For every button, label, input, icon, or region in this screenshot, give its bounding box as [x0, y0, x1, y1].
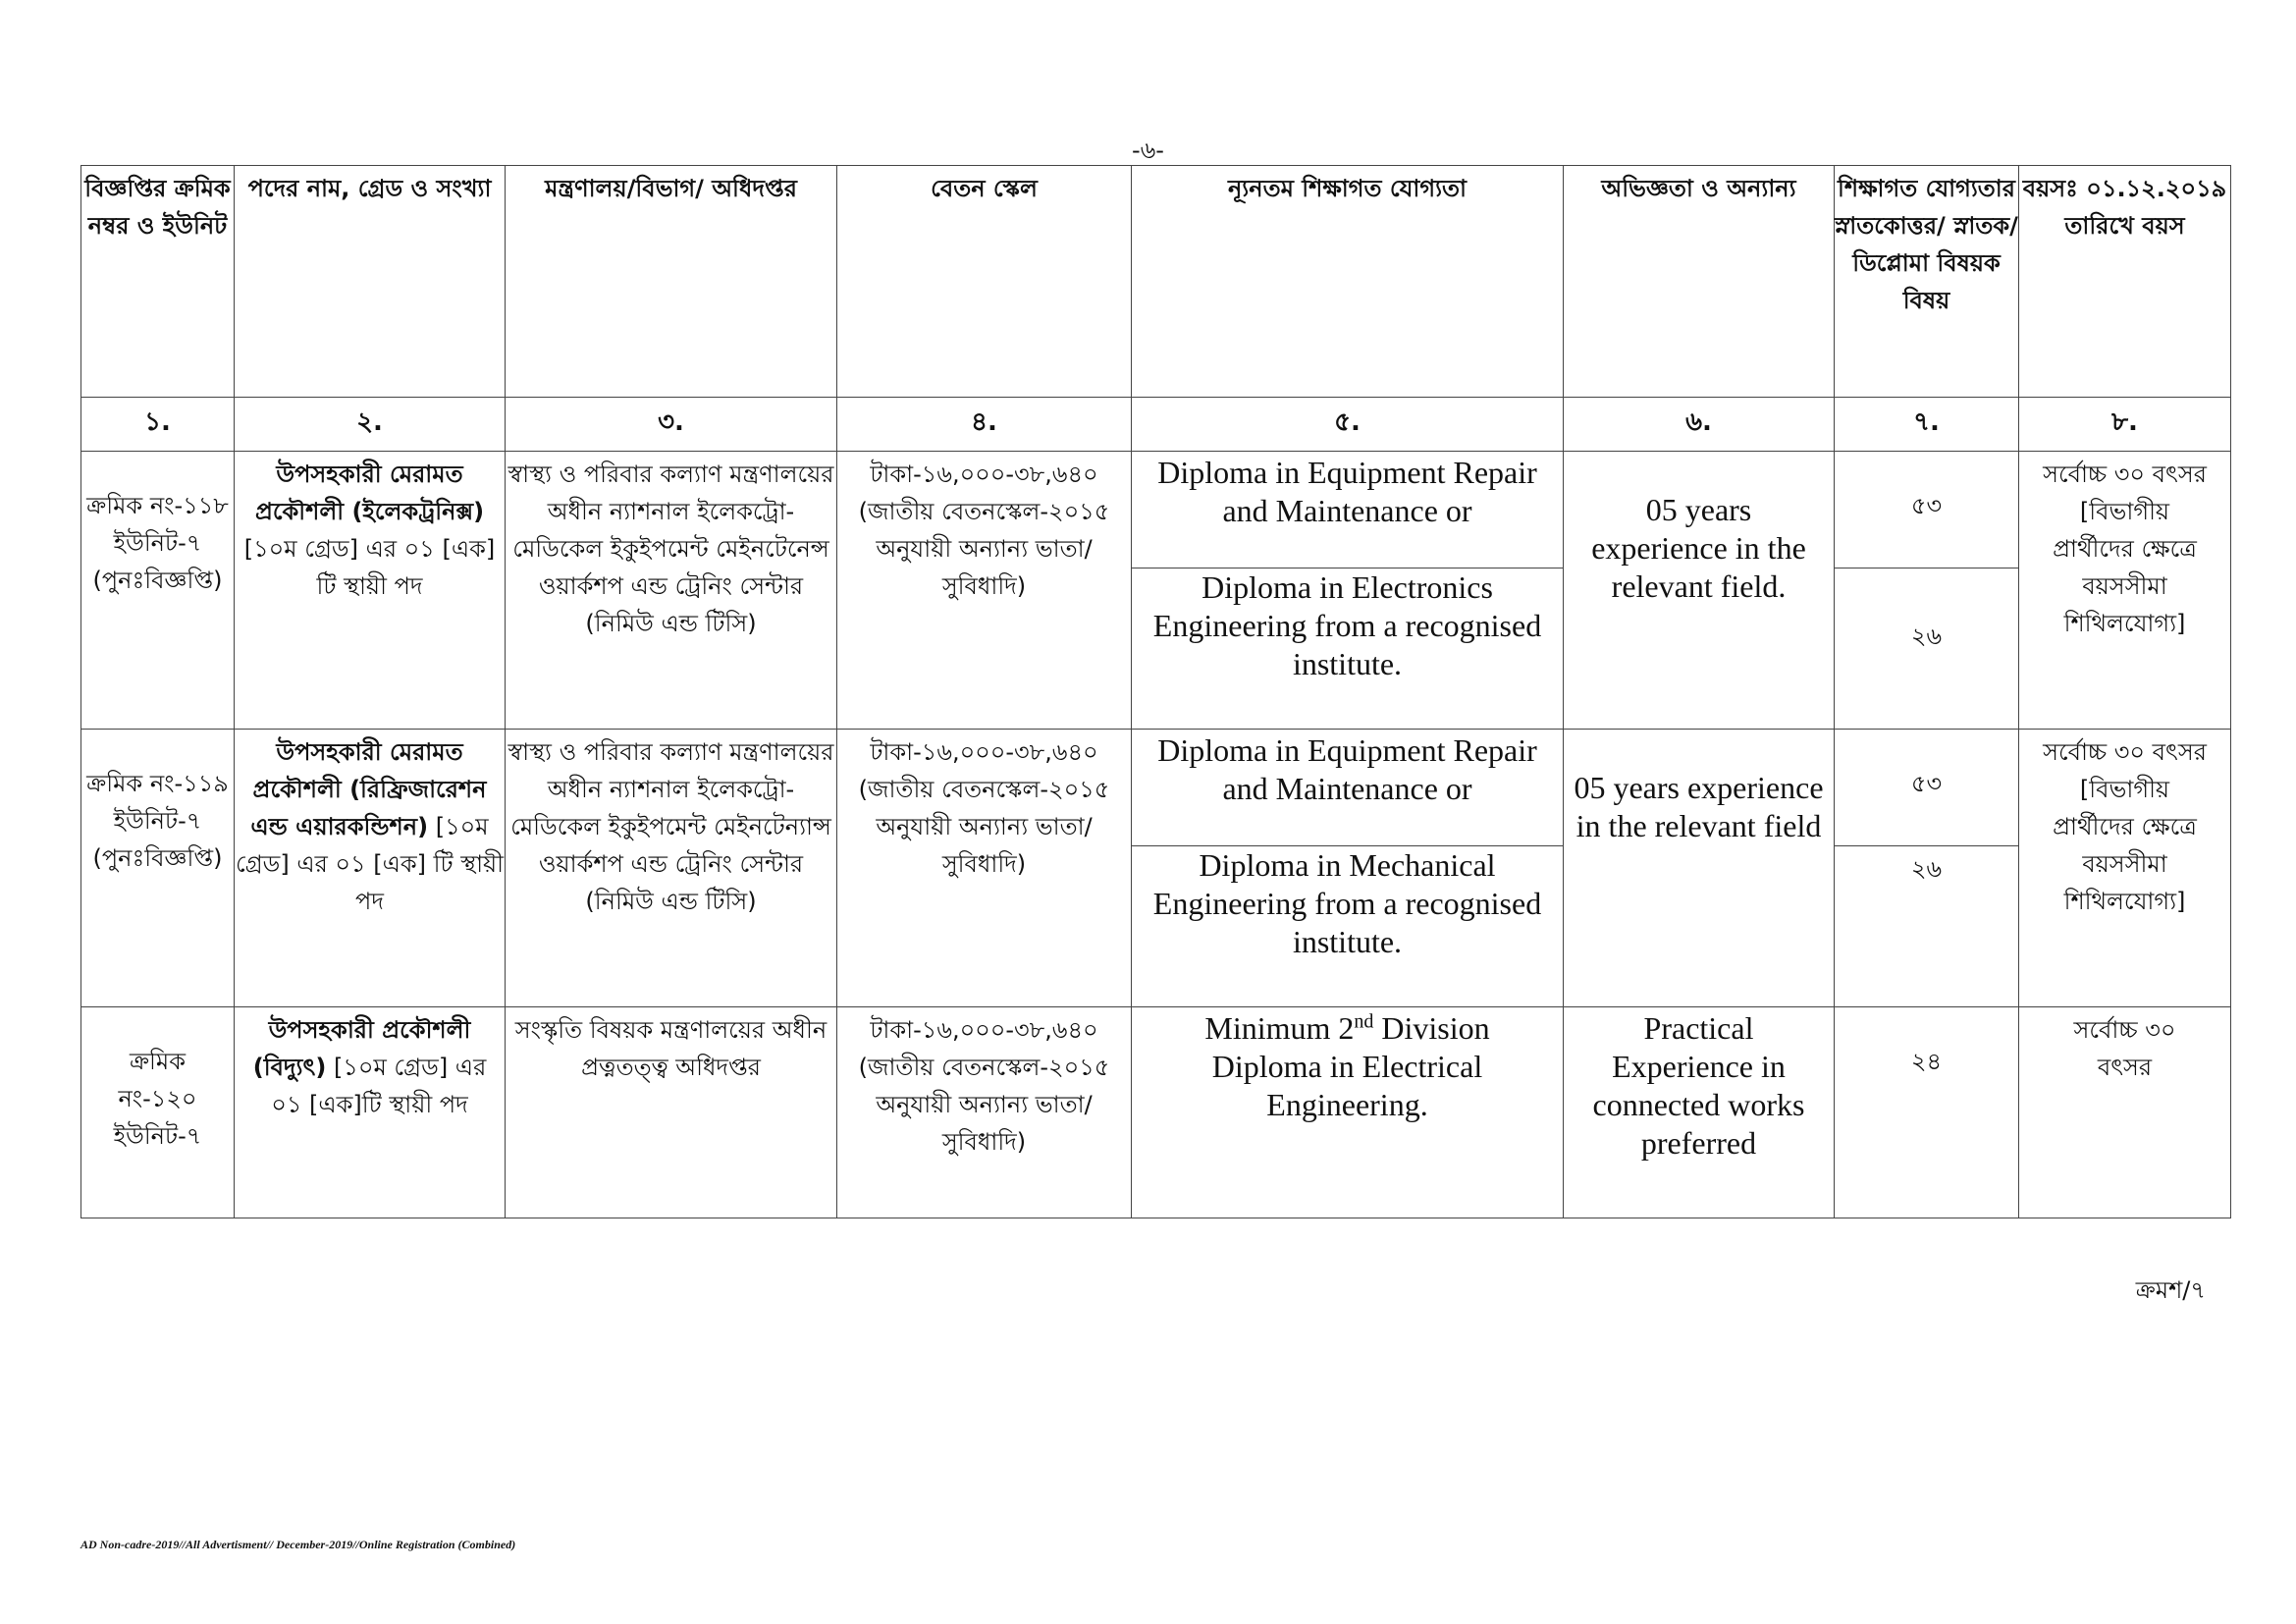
post-cell [235, 452, 506, 730]
table-row [81, 452, 2231, 730]
header-experience: অভিজ্ঞতা ও অন্যান্য [1564, 166, 1835, 398]
header-row [81, 166, 2231, 398]
page-number: -৬- [1132, 136, 1164, 164]
table-row [81, 730, 2231, 1007]
pay-scale-cell: টাকা-১৬,০০০-৩৮,৬৪০ (জাতীয় বেতনস্কেল-২০১৫ অনুযায়ী অন্যান্য ভাতা/সুবিধাদি) [837, 1007, 1132, 1218]
header-pay-scale: বেতন স্কেল [837, 166, 1132, 398]
qualification-option-1: Diploma in Equipment Repair and Maintenance or [1157, 455, 1537, 528]
age-cell: সর্বোচ্চ ৩০ বৎসর [2019, 1007, 2231, 1218]
column-number: ১. [81, 398, 235, 452]
post-name: উপসহকারী মেরামত প্রকৌশলী (ইলেকট্রনিক্স) [254, 460, 485, 525]
qualification-cell: Minimum 2nd Division Diploma in Electrical Engineering. [1132, 1007, 1564, 1218]
column-number: ৬. [1564, 398, 1835, 452]
footnote: AD Non-cadre-2019//All Advertisment// December-2019//Online Registration (Combined) [80, 1538, 516, 1551]
header-post: পদের নাম, গ্রেড ও সংখ্যা [235, 166, 506, 398]
recruitment-table [80, 165, 2231, 1218]
column-number: ৮. [2019, 398, 2231, 452]
subject-cell [1835, 1007, 2019, 1218]
post-grade: [১০ম গ্রেড] এর ০১ [এক]টি স্থায়ী পদ [271, 1054, 487, 1118]
post-cell [235, 730, 506, 1007]
header-serial: বিজ্ঞপ্তির ক্রমিক নম্বর ও ইউনিট [81, 166, 235, 398]
header-age: বয়সঃ ০১.১২.২০১৯ তারিখে বয়স [2019, 166, 2231, 398]
qualification-option-1: Diploma in Equipment Repair and Maintenance or [1157, 732, 1537, 806]
qualification-option-2: Diploma in Electronics Engineering from a recognised institute. [1132, 568, 1563, 728]
column-number: ৭. [1835, 398, 2019, 452]
pay-scale-cell: টাকা-১৬,০০০-৩৮,৬৪০ (জাতীয় বেতনস্কেল-২০১৫ অনুযায়ী অন্যান্য ভাতা/সুবিধাদি) [837, 730, 1132, 1007]
header-subject: শিক্ষাগত যোগ্যতার স্নাতকোত্তর/ স্নাতক/ ডিপ্লোমা বিষয়ক বিষয় [1835, 166, 2019, 398]
column-number: ৫. [1132, 398, 1564, 452]
serial-cell: ক্রমিক নং-১২০ ইউনিট-৭ [81, 1007, 235, 1218]
experience-cell: 05 years experience in the relevant field [1564, 730, 1835, 1007]
column-number: ৩. [506, 398, 837, 452]
age-cell: সর্বোচ্চ ৩০ বৎসর [বিভাগীয় প্রার্থীদের ক্ষেত্রে বয়সসীমা শিথিলযোগ্য] [2019, 730, 2231, 1007]
post-name: উপসহকারী প্রকৌশলী (বিদ্যুৎ) [252, 1016, 471, 1081]
post-grade: [১০ম গ্রেড] এর ০১ [এক] টি স্থায়ী পদ [243, 535, 496, 600]
header-ministry: মন্ত্রণালয়/বিভাগ/ অধিদপ্তর [506, 166, 837, 398]
column-number-row [81, 398, 2231, 452]
age-cell: সর্বোচ্চ ৩০ বৎসর [বিভাগীয় প্রার্থীদের ক্ষেত্রে বয়সসীমা শিথিলযোগ্য] [2019, 452, 2231, 730]
column-number: ৪. [837, 398, 1132, 452]
subject-code-1: ২৪ [1910, 1048, 1943, 1075]
subject-cell [1835, 452, 2019, 730]
qualification-option-2: Diploma in Mechanical Engineering from a recognised institute. [1132, 845, 1563, 1005]
post-name: উপসহকারী মেরামত প্রকৌশলী (রিফ্রিজারেশন এন্ড এয়ারকন্ডিশন) [250, 738, 487, 840]
table-row [81, 1007, 2231, 1218]
ministry-cell: স্বাস্থ্য ও পরিবার কল্যাণ মন্ত্রণালয়ের অধীন ন্যাশনাল ইলেকট্রো-মেডিকেল ইকুইপমেন্ট মেইনটেনেন্স ওয়ার্কশপ এন্ড ট্রেনিং সেন্টার (নিমিউ এন্ড টিসি) [506, 452, 837, 730]
experience-cell: 05 years experience in the relevant field. [1564, 452, 1835, 730]
subject-code-1: ৫৩ [1910, 770, 1943, 797]
experience-cell: Practical Experience in connected works preferred [1564, 1007, 1835, 1218]
ministry-cell: স্বাস্থ্য ও পরিবার কল্যাণ মন্ত্রণালয়ের অধীন ন্যাশনাল ইলেকট্রো-মেডিকেল ইকুইপমেন্ট মেইনটেন্যান্স ওয়ার্কশপ এন্ড ট্রেনিং সেন্টার (নিমিউ এন্ড টিসি) [506, 730, 837, 1007]
pay-scale-cell: টাকা-১৬,০০০-৩৮,৬৪০ (জাতীয় বেতনস্কেল-২০১৫ অনুযায়ী অন্যান্য ভাতা/সুবিধাদি) [837, 452, 1132, 730]
qualification-cell [1132, 730, 1564, 1007]
subject-code-2: ২৬ [1835, 845, 2018, 1004]
subject-code-1: ৫৩ [1910, 492, 1943, 519]
serial-cell: ক্রমিক নং-১১৯ ইউনিট-৭ (পুনঃবিজ্ঞপ্তি) [81, 730, 235, 1007]
serial-cell: ক্রমিক নং-১১৮ ইউনিট-৭ (পুনঃবিজ্ঞপ্তি) [81, 452, 235, 730]
post-grade: [১০ম গ্রেড] এর ০১ [এক] টি স্থায়ী পদ [235, 813, 505, 915]
column-number: ২. [235, 398, 506, 452]
post-cell [235, 1007, 506, 1218]
qualification-cell [1132, 452, 1564, 730]
subject-cell [1835, 730, 2019, 1007]
ministry-cell: সংস্কৃতি বিষয়ক মন্ত্রণালয়ের অধীন প্রত্নতত্ত্ব অধিদপ্তর [506, 1007, 837, 1218]
subject-code-2: ২৬ [1835, 568, 2018, 727]
header-qualification: ন্যূনতম শিক্ষাগত যোগ্যতা [1132, 166, 1564, 398]
continued-label: ক্রমশ/৭ [2135, 1276, 2206, 1304]
